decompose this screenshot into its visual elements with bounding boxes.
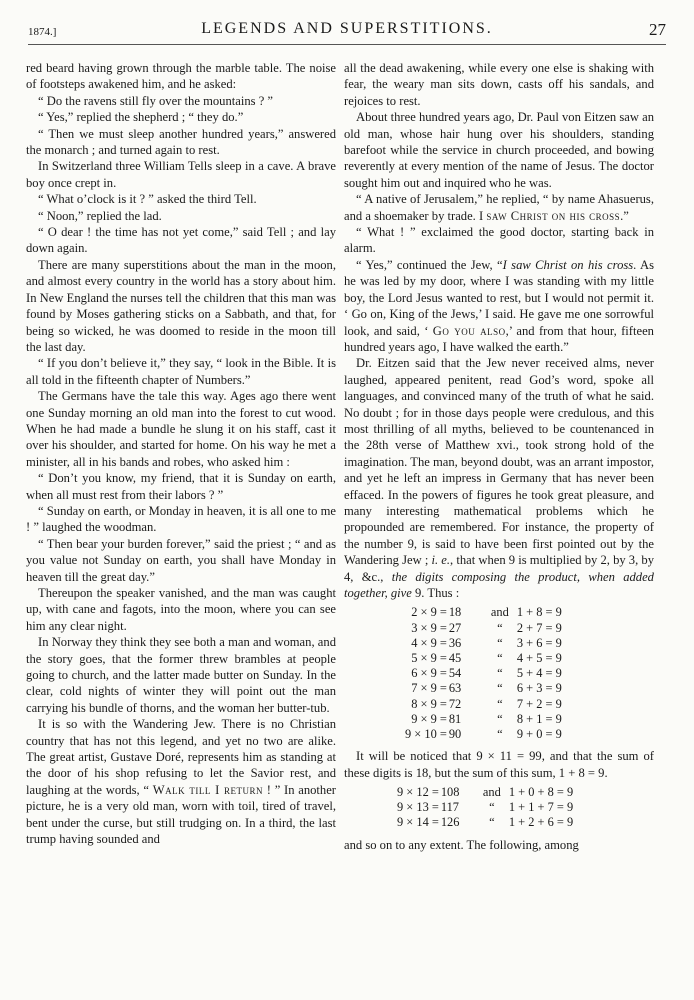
separator-cell: “ <box>497 666 503 681</box>
text-run: The Germans have the tale this way. Ages ago there went one Sunday morning an old man into the forest to cut wood. When he had made a bundle he slung it on his staff, cast it over his shoulder, and started for home. On his way he met a minister, all in his bands and robes, who asked him : <box>26 389 336 469</box>
table-row <box>402 621 565 636</box>
page-number: 27 <box>649 20 666 39</box>
table-row <box>394 815 576 830</box>
table-row <box>402 712 565 727</box>
text-run: “ Yes,” continued the Jew, “ <box>356 257 503 272</box>
separator-cell: “ <box>489 815 495 830</box>
table-row <box>402 681 565 696</box>
text-run: .” <box>620 208 629 223</box>
text-run: “ Noon,” replied the lad. <box>38 208 162 223</box>
paragraph <box>344 257 654 355</box>
paragraph <box>26 470 336 503</box>
paragraph <box>26 93 336 109</box>
text-run: There are many superstitions about the man in the moon, and almost every country in the world has a story about him. In New England the nurses tell the children that this man was found by Moses gathering sticks on a Sabbath, and that, for being so wicked, he was doomed to reside in the moon till the last day. <box>26 257 336 354</box>
multiplication-cell: 7 × 9 = <box>411 681 447 696</box>
paragraph <box>26 158 336 191</box>
text-run: About three hundred years ago, Dr. Paul von Eitzen saw an old man, whose hair hung over his shoulders, standing barefoot while the service in church proceeded, and bowing reverently at every mention of the name of Jesus. The doctor sought him out and inquired who he was. <box>344 110 654 190</box>
digit-sum-cell: 1 + 8 = 9 <box>516 605 562 620</box>
multiplication-cell: 9 × 10 = <box>405 727 447 742</box>
product-cell: 36 <box>448 635 462 650</box>
separator-cell: “ <box>497 651 503 666</box>
separator-cell: “ <box>497 727 503 742</box>
paragraph <box>26 126 336 159</box>
product-cell: 63 <box>448 681 462 696</box>
separator-cell: and <box>490 605 509 620</box>
text-run: “ What ! ” exclaimed the good doctor, starting back in alarm. <box>344 225 654 256</box>
text-run: Dr. Eitzen said that the Jew never received alms, never laughed, appeared penitent, read God’s word, spoke all languages, and convinced many of the truth of what he said. No doubt ; for in those days people were credulous, and this most thrilling of all myths, believed to be countenanced in the 28th verse of Matthew xvi., took strong hold of the imagination. The man, beyond doubt, was an arrant impostor, and yet he left an impress in Germany that has never been effaced. In the powers of figures he took great pleasure, and many interesting mathematical problems which he propounded are remembered. For instance, the property of the number 9, is said to have been first pointed out by the Wandering Jew ; <box>344 356 654 568</box>
product-cell: 45 <box>448 651 462 666</box>
text-run: the digits composing the product, when added together, give <box>344 569 654 600</box>
text-run: ! ” In another picture, he is a very old man, worn with toil, tired of travel, bent under the curse, but still trudging on. In a third, the last trump having sounded and <box>26 782 337 847</box>
text-run: 9. Thus : <box>411 586 460 600</box>
paragraph <box>26 109 336 125</box>
paragraph <box>26 224 336 257</box>
right-column <box>344 60 654 853</box>
text-run: In Norway they think they see both a man and woman, and the story goes, that the former threw brambles at people going to church, and the latter made butter on Sunday. In the clear, cold nights of winter they will point out the man carrying his bundle of thorns, and the woman her butter-tub. <box>26 635 336 715</box>
table-row <box>402 727 565 742</box>
product-cell: 54 <box>448 666 462 681</box>
table-row <box>394 785 576 800</box>
paragraph <box>344 355 654 601</box>
paragraph <box>26 257 336 355</box>
table-row <box>402 666 565 681</box>
product-cell: 72 <box>448 696 462 711</box>
paragraph <box>344 191 654 224</box>
text-run: It is so with the Wandering Jew. There is no Christian country that has not this legend, and yet no two are alike. The great artist, Gustave Doré, represents him as standing at the door of his shop refusing to let the Savior rest, and laughing at the words, “ <box>26 717 336 797</box>
text-run: , that when 9 is multiplied by 2, by 3, by 4, &c., <box>344 553 654 584</box>
text-run: I saw Christ on his cross <box>502 257 634 272</box>
text-run: Thereupon the speaker vanished, and the man was caught up, with cane and fagots, into the moon, where you can see him any clear night. <box>26 586 336 633</box>
separator-cell: “ <box>497 620 503 635</box>
multiplication-cell: 3 × 9 = <box>411 620 447 635</box>
text-run: i. e. <box>431 553 451 568</box>
paragraph <box>344 60 654 109</box>
paragraph <box>26 634 336 716</box>
paragraph <box>26 388 336 470</box>
separator-cell: “ <box>497 711 503 726</box>
multiplication-cell: 9 × 13 = <box>397 800 439 815</box>
table-row <box>402 636 565 651</box>
product-cell: 27 <box>448 620 462 635</box>
multiplication-cell: 9 × 12 = <box>397 785 439 800</box>
text-run: Walk till I return <box>152 782 264 797</box>
digit-sum-cell: 1 + 0 + 8 = 9 <box>508 785 574 800</box>
text-run: “ Don’t you know, my friend, that it is Sunday on earth, when all must rest from their labors ? ” <box>26 471 336 502</box>
right-column-mid <box>344 748 654 781</box>
text-run: “ O dear ! the time has not yet come,” said Tell ; and lay down again. <box>26 225 336 256</box>
multiplication-cell: 9 × 14 = <box>397 815 439 830</box>
product-cell: 126 <box>440 815 460 830</box>
right-column-top <box>344 60 654 601</box>
text-run: all the dead awakening, while every one else is shaking with fear, the weary man sits down, casts off his sandals, and rejoices to rest. <box>344 61 654 108</box>
separator-cell: “ <box>497 696 503 711</box>
nine-times-table-continued <box>394 785 576 831</box>
multiplication-cell: 4 × 9 = <box>411 635 447 650</box>
paragraph <box>26 60 336 93</box>
multiplication-cell: 6 × 9 = <box>411 666 447 681</box>
product-cell: 117 <box>440 800 459 815</box>
paragraph <box>344 224 654 257</box>
product-cell: 18 <box>448 605 462 620</box>
digit-sum-cell: 1 + 2 + 6 = 9 <box>508 815 574 830</box>
multiplication-cell: 8 × 9 = <box>411 696 447 711</box>
table-row <box>402 651 565 666</box>
multiplication-cell: 5 × 9 = <box>411 651 447 666</box>
nine-times-table <box>402 605 565 742</box>
text-run: In Switzerland three William Tells sleep in a cave. A brave boy once crept in. <box>26 159 336 190</box>
header-title: LEGENDS AND SUPERSTITIONS. <box>201 20 493 37</box>
digit-sum-cell: 2 + 7 = 9 <box>516 620 562 635</box>
text-run: “ Do the ravens still fly over the mountains ? ” <box>38 93 274 108</box>
separator-cell: “ <box>497 635 503 650</box>
text-run: “ Sunday on earth, or Monday in heaven, it is all one to me ! ” laughed the woodman. <box>26 503 336 535</box>
separator-cell: “ <box>489 800 495 815</box>
running-header <box>28 20 666 45</box>
text-run: It will be noticed that 9 × 11 = 99, and that the sum of these digits is 18, but the sum of this sum, 1 + 8 = 9. <box>344 749 654 780</box>
separator-cell: and <box>482 785 501 800</box>
digit-sum-cell: 6 + 3 = 9 <box>516 681 562 696</box>
text-run: . As he was led by my door, where I was standing with my little boy, the Lord Jesus wanted to rest, but I would not permit it. ‘ Go on, King of the Jews,’ I said. He gave me one sorrowful look, and said, ‘ <box>344 257 654 338</box>
paragraph <box>26 536 336 585</box>
digit-sum-cell: 8 + 1 = 9 <box>516 711 562 726</box>
text-run: “ A native of Jerusalem,” he replied, “ by name Ahasuerus, and a shoemaker by trade. I <box>344 192 654 223</box>
text-run: “ What o’clock is it ? ” asked the third Tell. <box>38 192 257 207</box>
digit-sum-cell: 5 + 4 = 9 <box>516 666 562 681</box>
text-run: saw Christ on his cross <box>486 208 621 223</box>
text-run: and so on to any extent. The following, among <box>344 837 579 852</box>
paragraph <box>344 837 654 853</box>
separator-cell: “ <box>497 681 503 696</box>
product-cell: 90 <box>448 727 462 742</box>
text-run: “ If you don’t believe it,” they say, “ look in the Bible. It is all told in the fifteenth chapter of Numbers.” <box>26 356 336 387</box>
header-year: 1874.] <box>28 26 57 38</box>
digit-sum-cell: 1 + 1 + 7 = 9 <box>508 800 574 815</box>
paragraph <box>26 208 336 224</box>
text-run: red beard having grown through the marble table. The noise of footsteps awakened him, and he asked: <box>26 61 336 92</box>
table-row <box>394 800 576 815</box>
product-cell: 108 <box>440 785 460 800</box>
paragraph <box>26 355 336 388</box>
table-row <box>402 697 565 712</box>
left-column <box>26 60 336 848</box>
digit-sum-cell: 9 + 0 = 9 <box>516 727 562 742</box>
paragraph <box>26 191 336 207</box>
paragraph <box>26 716 336 847</box>
right-column-bottom <box>344 837 654 853</box>
digit-sum-cell: 4 + 5 = 9 <box>516 651 562 666</box>
paragraph <box>26 585 336 634</box>
paragraph <box>344 748 654 781</box>
paragraph <box>344 109 654 191</box>
table-row <box>402 605 565 620</box>
multiplication-cell: 2 × 9 = <box>411 605 447 620</box>
text-run: ,’ and from that hour, fifteen hundred years ago, I have walked the earth.” <box>344 323 654 354</box>
paragraph <box>26 503 336 536</box>
text-run: “ Then we must sleep another hundred years,” answered the monarch ; and turned again to rest. <box>26 126 336 158</box>
digit-sum-cell: 3 + 6 = 9 <box>516 635 562 650</box>
digit-sum-cell: 7 + 2 = 9 <box>516 696 562 711</box>
product-cell: 81 <box>448 711 462 726</box>
text-run: “ Then bear your burden forever,” said the priest ; “ and as you value not Sunday on earth, you shall have Monday in heaven till the great day.” <box>26 536 336 584</box>
text-run: “ Yes,” replied the shepherd ; “ they do.” <box>38 110 244 125</box>
multiplication-cell: 9 × 9 = <box>411 711 447 726</box>
text-run: Go you also <box>432 323 506 338</box>
